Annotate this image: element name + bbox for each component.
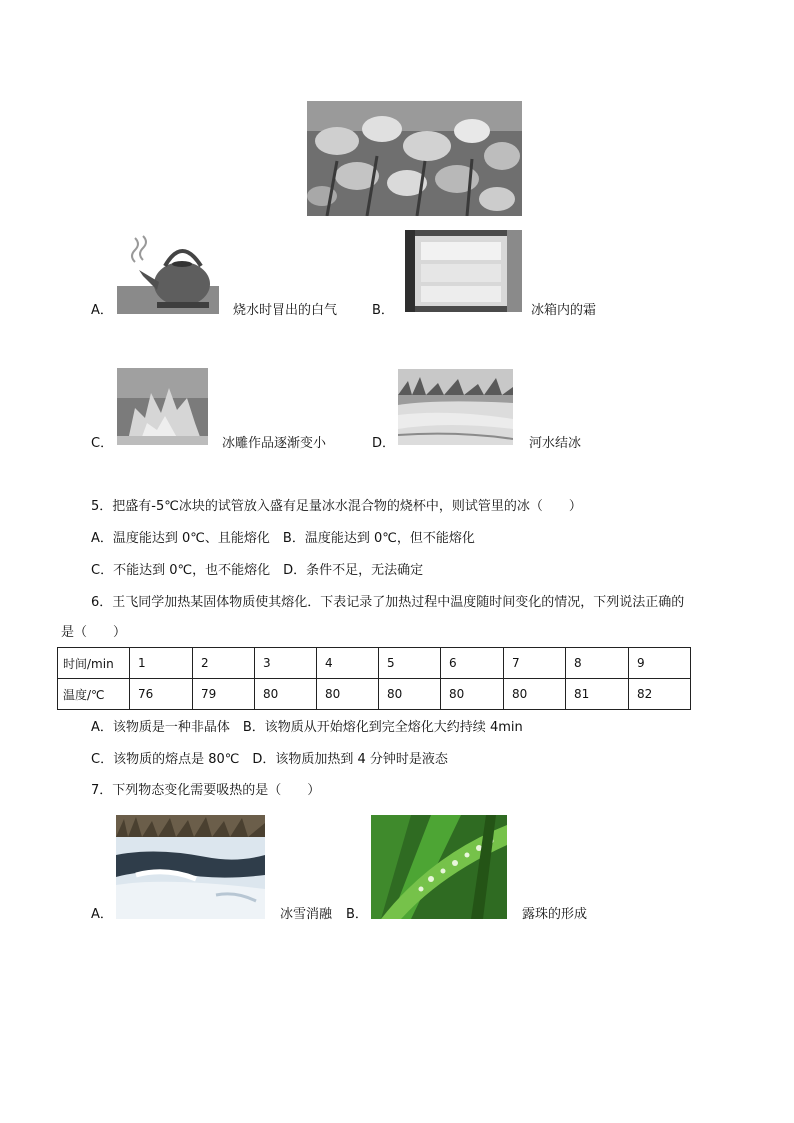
- row-label-time: 时间/min: [58, 648, 130, 679]
- temp-cell: 80: [441, 679, 504, 710]
- temp-cell: 76: [130, 679, 193, 710]
- temp-cell: 80: [504, 679, 566, 710]
- temp-cell: 82: [629, 679, 691, 710]
- option-a-letter: A．: [91, 303, 113, 318]
- ice-sculpture-photo: [117, 368, 208, 445]
- q6-options-line1: A．该物质是一种非晶体 B．该物质从开始熔化到完全熔化大约持续 4min: [91, 720, 523, 735]
- icy-flowers-photo: [307, 101, 522, 216]
- q5-stem: 5．把盛有-5℃冰块的试管放入盛有足量冰水混合物的烧杯中，则试管里的冰（ ）: [91, 499, 582, 514]
- row-label-temperature: 温度/℃: [58, 679, 130, 710]
- option-b-letter: B．: [372, 303, 394, 318]
- melting-snow-photo: [116, 815, 265, 919]
- q7-option-b-letter: B．: [346, 907, 368, 922]
- option-c-letter: C．: [91, 436, 114, 451]
- frozen-river-photo: [398, 369, 513, 445]
- q7-option-b-caption: 露珠的形成: [522, 907, 588, 922]
- temperature-table: [57, 647, 691, 710]
- q5-options-line2: C．不能达到 0℃，也不能熔化 D．条件不足，无法确定: [91, 563, 424, 578]
- q7-stem: 7．下列物态变化需要吸热的是（ ）: [91, 783, 321, 798]
- time-cell: 7: [504, 648, 566, 679]
- steaming-kettle-image: [117, 232, 219, 314]
- time-cell: 2: [193, 648, 255, 679]
- time-cell: 4: [317, 648, 379, 679]
- dewdrops-on-leaf-photo: [371, 815, 507, 919]
- table-row: [58, 648, 691, 679]
- time-cell: 3: [255, 648, 317, 679]
- option-d-caption: 河水结冰: [529, 436, 582, 451]
- temp-cell: 80: [317, 679, 379, 710]
- temp-cell: 81: [566, 679, 629, 710]
- temp-cell: 80: [255, 679, 317, 710]
- q7-option-a-caption: 冰雪消融: [280, 907, 333, 922]
- time-cell: 5: [379, 648, 441, 679]
- frosted-freezer-photo: [405, 230, 522, 312]
- option-b-caption: 冰箱内的霜: [531, 303, 597, 318]
- option-d-letter: D．: [372, 436, 396, 451]
- time-cell: 1: [130, 648, 193, 679]
- temp-cell: 80: [379, 679, 441, 710]
- option-c-caption: 冰雕作品逐渐变小: [222, 436, 327, 451]
- time-cell: 6: [441, 648, 504, 679]
- q6-stem-line1: 6．王飞同学加热某固体物质使其熔化．下表记录了加热过程中温度随时间变化的情况，下列说法正确的: [91, 595, 685, 610]
- q7-option-a-letter: A．: [91, 907, 113, 922]
- time-cell: 8: [566, 648, 629, 679]
- q5-options-line1: A．温度能达到 0℃、且能熔化 B．温度能达到 0℃，但不能熔化: [91, 531, 475, 546]
- q6-stem-line2: 是（ ）: [61, 625, 127, 640]
- temp-cell: 79: [193, 679, 255, 710]
- q6-options-line2: C．该物质的熔点是 80℃ D．该物质加热到 4 分钟时是液态: [91, 752, 448, 767]
- table-row: [58, 679, 691, 710]
- time-cell: 9: [629, 648, 691, 679]
- option-a-caption: 烧水时冒出的白气: [233, 303, 338, 318]
